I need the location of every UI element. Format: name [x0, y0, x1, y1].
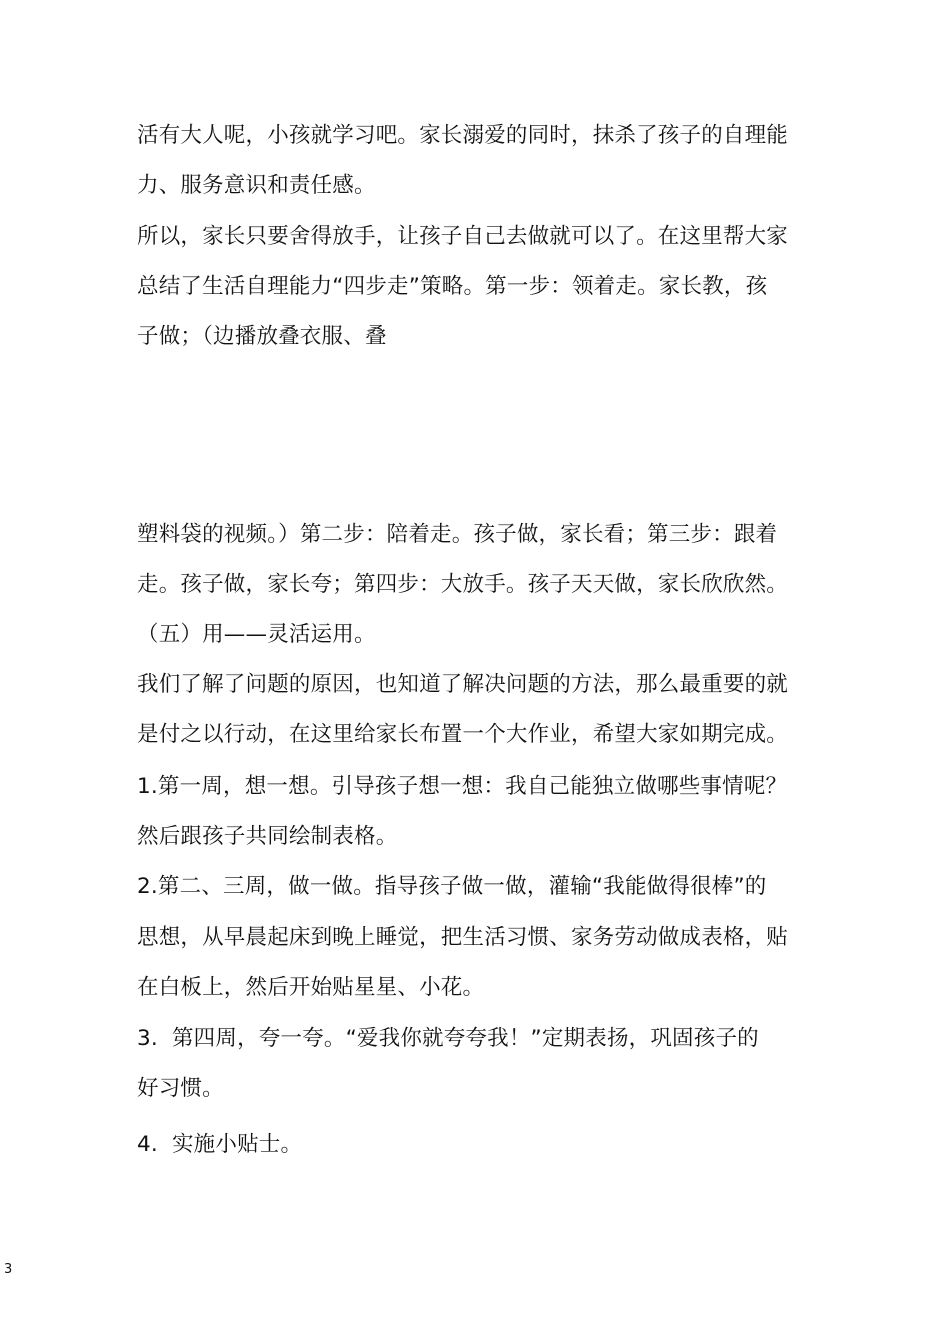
text-line: 我们了解了问题的原因，也知道了解决问题的方法，那么最重要的就 — [137, 672, 789, 697]
list-item-line: 然后跟孩子共同绘制表格。 — [137, 824, 398, 849]
list-item-line: 在白板上，然后开始贴星星、小花。 — [137, 975, 485, 1000]
page-number: 3 — [4, 1262, 13, 1277]
list-item-line: 好习惯。 — [137, 1076, 224, 1101]
section-heading: （五）用——灵活运用。 — [137, 622, 376, 647]
text-line: 子做；（边播放叠衣服、叠 — [137, 324, 387, 349]
list-item-line: 3. 第四周，夸一夸。“爱我你就夸夸我！”定期表扬，巩固孩子的 — [137, 1026, 759, 1051]
text-line: 所以，家长只要舍得放手，让孩子自己去做就可以了。在这里帮大家 — [137, 224, 789, 249]
list-item-line: 2.第二、三周，做一做。指导孩子做一做，灌输“我能做得很棒”的 — [137, 874, 767, 899]
list-item-line: 4. 实施小贴士。 — [137, 1132, 303, 1157]
text-line: 塑料袋的视频。）第二步：陪着走。孩子做，家长看；第三步：跟着 — [137, 522, 778, 547]
list-item-line: 1.第一周，想一想。引导孩子想一想：我自己能独立做哪些事情呢？ — [137, 774, 788, 799]
text-line: 活有大人呢，小孩就学习吧。家长溺爱的同时，抹杀了孩子的自理能 — [137, 123, 789, 148]
list-item-line: 思想，从早晨起床到晚上睡觉，把生活习惯、家务劳动做成表格，贴 — [137, 925, 789, 950]
text-line: 力、服务意识和责任感。 — [137, 173, 376, 198]
text-line: 总结了生活自理能力“四步走”策略。第一步：领着走。家长教，孩 — [137, 274, 768, 299]
text-line: 是付之以行动，在这里给家长布置一个大作业，希望大家如期完成。 — [137, 722, 789, 747]
text-line: 走。孩子做，家长夸；第四步：大放手。孩子天天做，家长欣欣然。 — [137, 572, 789, 597]
